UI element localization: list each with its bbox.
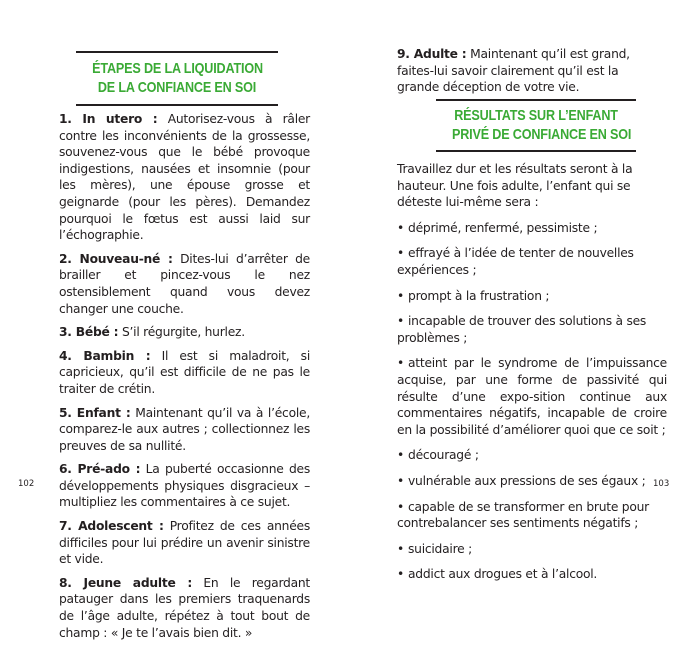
list-item xyxy=(397,541,667,558)
bullet-icon: • xyxy=(397,541,405,556)
heading-line-2: DE LA CONFIANCE EN SOI xyxy=(97,79,257,96)
bullet-icon: • xyxy=(397,246,405,261)
list-item-text: déprimé, renfermé, pessimiste ; xyxy=(408,220,598,235)
list-item xyxy=(397,355,667,438)
heading-bottom-rule xyxy=(76,104,278,106)
bullet-icon: • xyxy=(397,473,405,488)
list-item xyxy=(397,473,670,490)
stage-continuation xyxy=(397,46,663,96)
list-item-text: addict aux drogues et à l’alcool. xyxy=(408,567,598,582)
stage-paragraph xyxy=(59,518,310,568)
bullet-icon: • xyxy=(397,448,405,463)
stage-text: Maintenant qu’il va à l’école, comparez-le aux autres ; collectionnez les preuves de sa nullité. xyxy=(59,405,310,453)
list-item-text: atteint par le syndrome de l’impuissance acquise, par une forme de passivité qui résulte d’une expo-sition continue aux commentaires négatifs, incapable de croire en la possibilité d’améliorer quoi que ce soit ; xyxy=(397,356,667,437)
heading-line-1: ÉTAPES DE LA LIQUIDATION xyxy=(92,60,263,77)
stage-text: Il est si maladroit, si capricieux, qu’il est difficile de ne pas le traiter de crétin. xyxy=(59,348,310,396)
stage-label: 7. Adolescent : xyxy=(59,519,164,534)
stage-text: Profitez de ces années difficiles pour lui prédire un avenir sinistre et vide. xyxy=(59,519,310,567)
left-page xyxy=(0,0,350,640)
list-item xyxy=(397,499,667,532)
section-heading xyxy=(76,51,278,106)
stage-text: S’il régurgite, hurlez. xyxy=(118,325,245,340)
stage-label: 8. Jeune adulte : xyxy=(59,575,193,590)
stage-label: 6. Pré-ado : xyxy=(59,462,141,477)
bullet-icon: • xyxy=(397,567,405,582)
bullet-icon: • xyxy=(397,314,405,329)
stage-paragraph xyxy=(59,575,310,641)
stage-text: Dites-lui d’arrêter de brailler et pincez-vous le nez ostensiblement quand vous devez changer une couche. xyxy=(59,251,310,316)
results-intro: Travaillez dur et les résultats seront à la hauteur. Une fois adulte, l’enfant qui se déteste lui-même sera : xyxy=(397,162,633,210)
list-item-text: incapable de trouver des solutions à ses problèmes ; xyxy=(397,314,647,345)
stage-text: La puberté occasionne des développements physiques disgracieux – multipliez les commentaires à ce sujet. xyxy=(59,462,311,510)
bullet-icon: • xyxy=(397,356,405,371)
stages-list xyxy=(59,111,310,648)
page-number: 102 xyxy=(18,479,35,489)
results-list xyxy=(397,220,670,583)
stage-label: 9. Adulte : xyxy=(397,47,467,61)
stage-text: En le regardant patauger dans les premiers traquenards de l’âge adulte, répétez à tout bout de champ : « Je te l’avais bien dit. » xyxy=(59,575,310,640)
stage-text: Maintenant qu’il est grand, faites-lui savoir clairement qu’il est la grande déception de votre vie. xyxy=(397,47,630,95)
heading-line-1: RÉSULTATS SUR L’ENFANT xyxy=(454,107,618,124)
list-item xyxy=(397,447,667,464)
stage-paragraph xyxy=(59,348,310,398)
stage-label: 3. Bébé : xyxy=(59,325,119,340)
list-item-text: suicidaire ; xyxy=(408,541,472,556)
results-section xyxy=(397,161,670,592)
stage-label: 1. In utero : xyxy=(59,112,158,126)
stage-text: Autorisez-vous à râler contre les inconvénients de la grossesse, souvenez-vous que le bébé provoque indigestions, nausées et insomnie (pour les mères), une épouse grosse et geignarde (pour les pères). Demandez pourquoi le fœtus est aussi laid sur l’échographie. xyxy=(59,112,310,243)
heading-bottom-rule xyxy=(436,150,636,152)
stage-label: 5. Enfant : xyxy=(59,405,131,420)
stage-label: 2. Nouveau-né : xyxy=(59,251,173,266)
stage-paragraph xyxy=(59,251,310,317)
bullet-icon: • xyxy=(397,499,405,514)
heading-line-2: PRIVÉ DE CONFIANCE EN SOI xyxy=(452,126,632,143)
list-item-text: effrayé à l’idée de tenter de nouvelles expériences ; xyxy=(397,246,634,277)
list-item xyxy=(397,245,667,278)
stage-paragraph xyxy=(397,46,663,96)
list-item xyxy=(397,220,667,237)
stage-label: 4. Bambin : xyxy=(59,348,151,363)
bullet-icon: • xyxy=(397,288,405,303)
stage-paragraph xyxy=(59,461,310,511)
stage-paragraph xyxy=(59,405,310,455)
list-item-text: vulnérable aux pressions de ses égaux ; xyxy=(408,473,646,488)
list-item-text: capable de se transformer en brute pour contrebalancer ses sentiments négatifs ; xyxy=(397,499,649,531)
list-item xyxy=(397,313,667,346)
stage-paragraph xyxy=(59,111,310,244)
list-item xyxy=(397,566,667,583)
stage-paragraph xyxy=(59,324,310,341)
page-number: 103 xyxy=(653,479,670,489)
section-heading xyxy=(436,99,636,152)
list-item-text: découragé ; xyxy=(408,448,479,463)
bullet-icon: • xyxy=(397,220,405,235)
list-item-text: prompt à la frustration ; xyxy=(408,288,550,303)
right-page xyxy=(350,0,700,582)
list-item xyxy=(397,288,667,305)
